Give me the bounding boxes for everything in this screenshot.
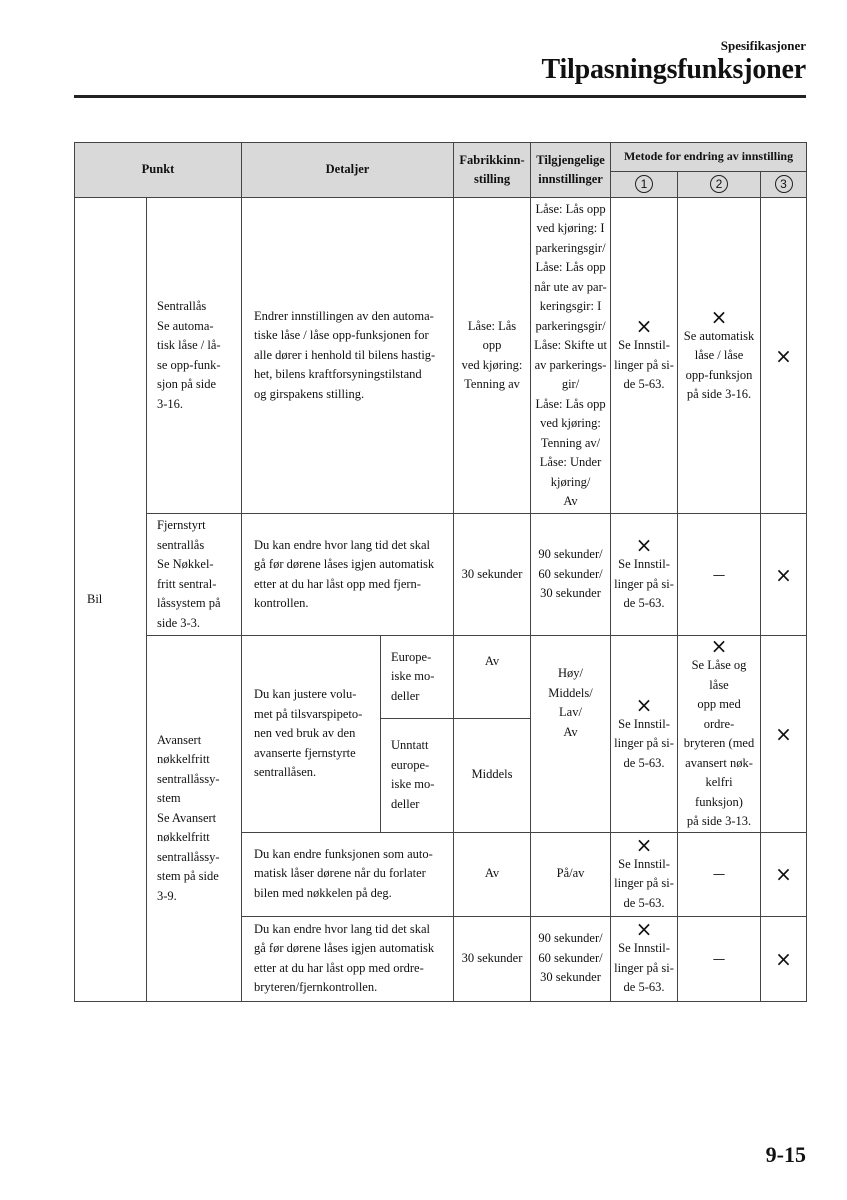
detaljer-cell: Du kan endre hvor lang tid det skal gå før dørene låses igjen automatisk etter at du har låst opp med fjern- kontrollen. — [242, 514, 454, 636]
fabrikk-cell: Av — [454, 832, 531, 916]
header-tilgjengelige: Tilgjengelige innstillinger — [531, 143, 611, 198]
tilgjengelige-cell: Høy/ Middels/ Lav/ Av — [531, 636, 611, 833]
method-2-cell: — — [678, 514, 761, 636]
method-1-reference: Se Innstil- linger på si- de 5-63. — [614, 856, 674, 910]
method-1-cell — [611, 198, 678, 514]
method-1-reference: Se Innstil- linger på si- de 5-63. — [614, 941, 674, 995]
method-3-cell — [761, 198, 807, 514]
table-row — [75, 636, 807, 719]
not-available-icon: × — [775, 562, 792, 587]
method-1-cell — [611, 514, 678, 636]
title-rule — [74, 95, 806, 98]
fabrikk-cell: 30 sekunder — [454, 916, 531, 1001]
method-3-cell — [761, 514, 807, 636]
category-cell: Bil — [75, 198, 147, 1002]
customization-table — [74, 142, 807, 1002]
table-row — [75, 198, 807, 514]
tilgjengelige-cell: På/av — [531, 832, 611, 916]
fabrikk-cell: Låse: Lås opp ved kjøring: Tenning av — [454, 198, 531, 514]
detaljer-cell: Du kan endre hvor lang tid det skal gå før dørene låses igjen automatisk etter at du har låst opp med ordre- bryteren/fjernkontrollen. — [242, 916, 454, 1001]
fabrikk-cell: Av — [454, 636, 531, 719]
method-2-cell — [678, 198, 761, 514]
fabrikk-cell: Middels — [454, 718, 531, 832]
detaljer-cell: Du kan endre funksjonen som auto- matisk låser dørene når du forlater bilen med nøkkelen på deg. — [242, 832, 454, 916]
method-2-reference: Se automatisk låse / låse opp-funksjon på side 3-16. — [683, 328, 755, 401]
method-3-cell — [761, 832, 807, 916]
circled-number-2: 2 — [710, 175, 728, 193]
not-available-icon: × — [710, 304, 728, 329]
not-available-icon: × — [710, 635, 728, 658]
header-method-3 — [761, 172, 807, 198]
page-title: Tilpasningsfunksjoner — [541, 54, 806, 85]
table-row — [75, 514, 807, 636]
method-1-cell — [611, 916, 678, 1001]
not-available-icon: × — [635, 314, 653, 339]
page-number: 9-15 — [765, 1142, 806, 1167]
section-label: Spesifikasjoner — [720, 38, 806, 53]
not-available-icon: × — [775, 862, 792, 886]
tilgjengelige-cell: 90 sekunder/ 60 sekunder/ 30 sekunder — [531, 514, 611, 636]
method-1-cell — [611, 636, 678, 833]
punkt-cell: Sentrallås Se automa- tisk låse / lå- se opp-funk- sjon på side 3-16. — [147, 198, 242, 514]
not-available-icon: × — [635, 917, 653, 942]
circled-number-3: 3 — [775, 175, 793, 193]
punkt-cell: Fjernstyrt sentrallås Se Nøkkel- fritt sentral- låssystem på side 3-3. — [147, 514, 242, 636]
sub-variant-cell: Unntatt europe- iske mo- deller — [381, 718, 454, 832]
circled-number-1: 1 — [635, 175, 653, 193]
method-2-cell: — — [678, 916, 761, 1001]
method-2-reference: Se Låse og låse opp med ordre- bryteren (med avansert nøk- kelfri funksjon) på side 3-13. — [683, 658, 755, 828]
header-method-2 — [678, 172, 761, 198]
tilgjengelige-cell: Låse: Lås opp ved kjøring: I parkeringsgir/ Låse: Lås opp når ute av par- keringsgir: I parkeringsgir/ Låse: Skifte ut av parkerings- gir/ Låse: Lås opp ved kjøring: Tenning av/ Låse: Under kjøring/ Av — [531, 198, 611, 514]
tilgjengelige-cell: 90 sekunder/ 60 sekunder/ 30 sekunder — [531, 916, 611, 1001]
method-1-reference: Se Innstil- linger på si- de 5-63. — [614, 338, 674, 392]
method-1-cell — [611, 832, 678, 916]
header-punkt: Punkt — [75, 143, 242, 198]
method-1-reference: Se Innstil- linger på si- de 5-63. — [614, 557, 674, 611]
header-metode: Metode for endring av innstilling — [611, 143, 807, 172]
not-available-icon: × — [775, 946, 792, 971]
not-available-icon: × — [635, 692, 653, 717]
header-fabrikkinnstilling: Fabrikkinn- stilling — [454, 143, 531, 198]
fabrikk-cell: 30 sekunder — [454, 514, 531, 636]
not-available-icon: × — [775, 721, 792, 746]
method-3-cell — [761, 636, 807, 833]
header-detaljer: Detaljer — [242, 143, 454, 198]
method-1-reference: Se Innstil- linger på si- de 5-63. — [614, 716, 674, 770]
method-2-cell: — — [678, 832, 761, 916]
detaljer-cell: Endrer innstillingen av den automa- tiske låse / låse opp-funksjonen for alle dører i henhold til bilens hastig- het, bilens kraftforsyningstilstand og girspakens stilling. — [242, 198, 454, 514]
not-available-icon: × — [635, 533, 653, 558]
not-available-icon: × — [635, 832, 653, 857]
sub-variant-cell: Europe- iske mo- deller — [381, 636, 454, 719]
punkt-cell: Avansert nøkkelfritt sentrallåssy- stem Se Avansert nøkkelfritt sentrallåssy- stem på side 3-9. — [147, 636, 242, 1002]
detaljer-cell: Du kan justere volu- met på tilsvarspipeto- nen ved bruk av den avanserte fjernstyrte sentrallåsen. — [242, 636, 381, 833]
header-method-1 — [611, 172, 678, 198]
not-available-icon: × — [775, 343, 792, 368]
method-2-cell — [678, 636, 761, 833]
method-3-cell — [761, 916, 807, 1001]
